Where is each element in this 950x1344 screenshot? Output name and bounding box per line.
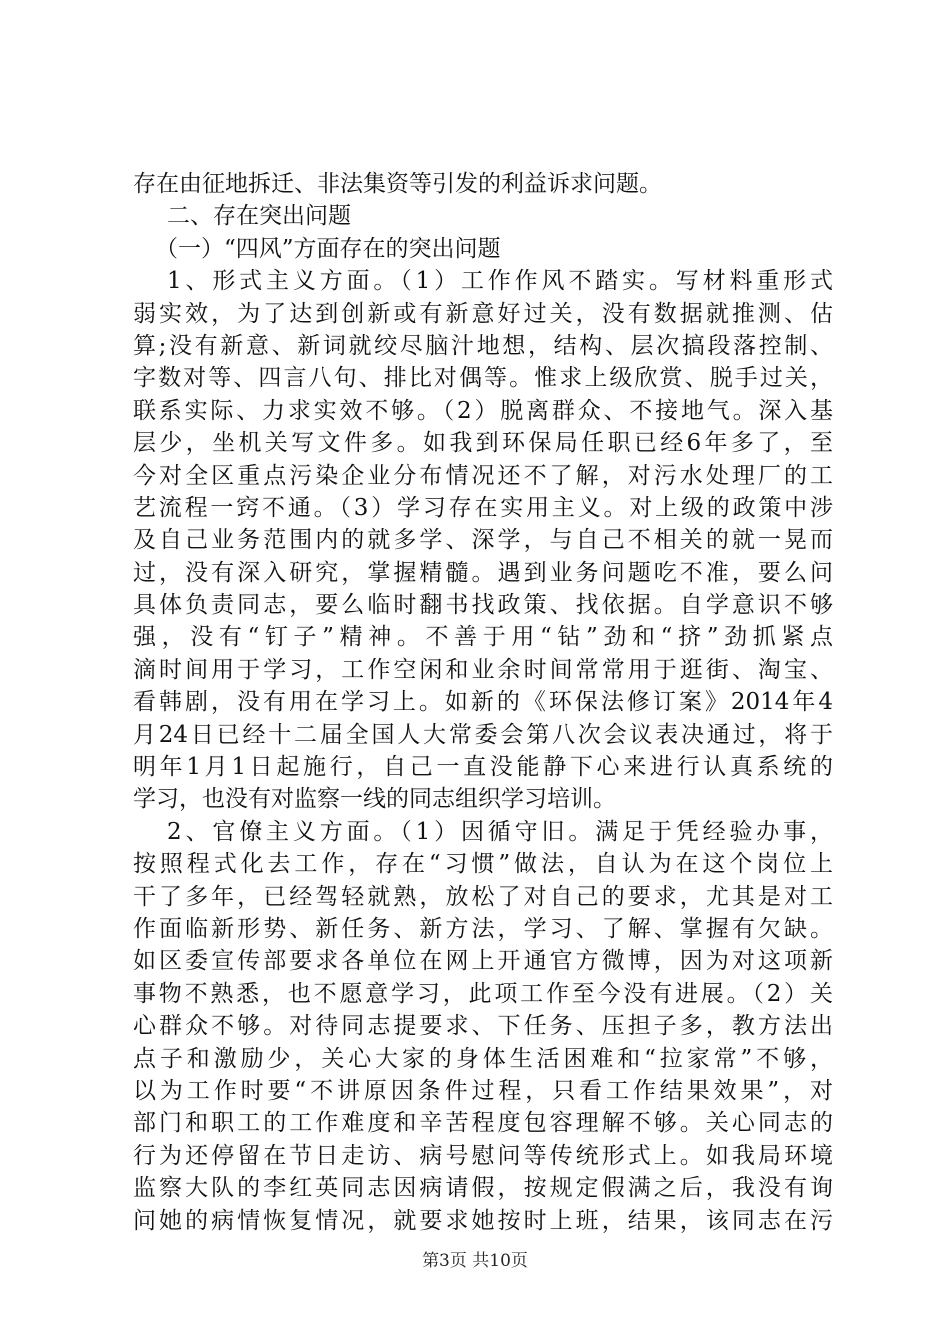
text-line: 监察大队的李红英同志因病请假，按规定假满之后，我没有询 bbox=[133, 1175, 833, 1202]
text-line: 干了多年，已经驾轻就熟，放松了对自己的要求，尤其是对工 bbox=[133, 883, 833, 910]
text-line: 心群众不够。对待同志提要求、下任务、压担子多，教方法出 bbox=[133, 1013, 833, 1040]
text-line: 艺流程一窍不通。（3）学习存在实用主义。对上级的政策中涉 bbox=[133, 494, 833, 521]
paragraph-start-line: 1、形式主义方面。（1）工作作风不踏实。写材料重形式 bbox=[167, 268, 833, 295]
text-line: 字数对等、四言八句、排比对偶等。惟求上级欣赏、脱手过关， bbox=[133, 365, 833, 392]
text-line: 点子和激励少，关心大家的身体生活困难和“拉家常”不够， bbox=[133, 1045, 833, 1072]
text-line: 联系实际、力求实效不够。（2）脱离群众、不接地气。深入基 bbox=[133, 397, 833, 424]
text-line: 明年1月1日起施行，自己一直没能静下心来进行认真系统的 bbox=[133, 754, 833, 781]
subsection-heading: （一）“四风”方面存在的突出问题 bbox=[155, 235, 501, 262]
text-line: 问她的病情恢复情况，就要求她按时上班，结果，该同志在污 bbox=[133, 1207, 833, 1234]
text-line: 学习，也没有对监察一线的同志组织学习培训。 bbox=[133, 786, 616, 813]
text-line: 过，没有深入研究，掌握精髓。遇到业务问题吃不准，要么问 bbox=[133, 559, 833, 586]
text-line: 看韩剧，没有用在学习上。如新的《环保法修订案》2014年4 bbox=[133, 689, 833, 716]
text-line: 如区委宣传部要求各单位在网上开通官方微博，因为对这项新 bbox=[133, 948, 833, 975]
text-line: 及自己业务范围内的就多学、深学，与自己不相关的就一晃而 bbox=[133, 527, 833, 554]
text-line: 存在由征地拆迁、非法集资等引发的利益诉求问题。 bbox=[133, 171, 662, 197]
text-line: 算;没有新意、新词就绞尽脑汁地想，结构、层次搞段落控制、 bbox=[133, 332, 833, 359]
text-line: 按照程式化去工作，存在“习惯”做法，自认为在这个岗位上 bbox=[133, 851, 833, 878]
text-line: 强，没有“钉子”精神。不善于用“钻”劲和“挤”劲抓紧点 bbox=[133, 624, 833, 651]
section-heading: 二、存在突出问题 bbox=[167, 203, 351, 230]
body-text bbox=[133, 168, 833, 1237]
text-line: 月24日已经十二届全国人大常委会第八次会议表决通过，将于 bbox=[133, 721, 833, 748]
text-line: 以为工作时要“不讲原因条件过程，只看工作结果效果”，对 bbox=[133, 1077, 833, 1104]
text-line: 滴时间用于学习，工作空闲和业余时间常常用于逛街、淘宝、 bbox=[133, 656, 833, 683]
text-line: 层少，坐机关写文件多。如我到环保局任职已经6年多了，至 bbox=[133, 430, 833, 457]
paragraph-start-line: 2、官僚主义方面。（1）因循守旧。满足于凭经验办事， bbox=[167, 818, 833, 845]
text-line: 作面临新形势、新任务、新方法，学习、了解、掌握有欠缺。 bbox=[133, 915, 833, 942]
text-line: 部门和职工的工作难度和辛苦程度包容理解不够。关心同志的 bbox=[133, 1110, 833, 1137]
text-line: 事物不熟悉，也不愿意学习，此项工作至今没有进展。（2）关 bbox=[133, 980, 833, 1007]
text-line: 弱实效，为了达到创新或有新意好过关，没有数据就推测、估 bbox=[133, 300, 833, 327]
page-number-footer: 第3页 共10页 bbox=[422, 1251, 528, 1271]
text-line: 具体负责同志，要么临时翻书找政策、找依据。自学意识不够 bbox=[133, 592, 833, 619]
text-line: 行为还停留在节日走访、病号慰问等传统形式上。如我局环境 bbox=[133, 1142, 833, 1169]
text-line: 今对全区重点污染企业分布情况还不了解，对污水处理厂的工 bbox=[133, 462, 833, 489]
